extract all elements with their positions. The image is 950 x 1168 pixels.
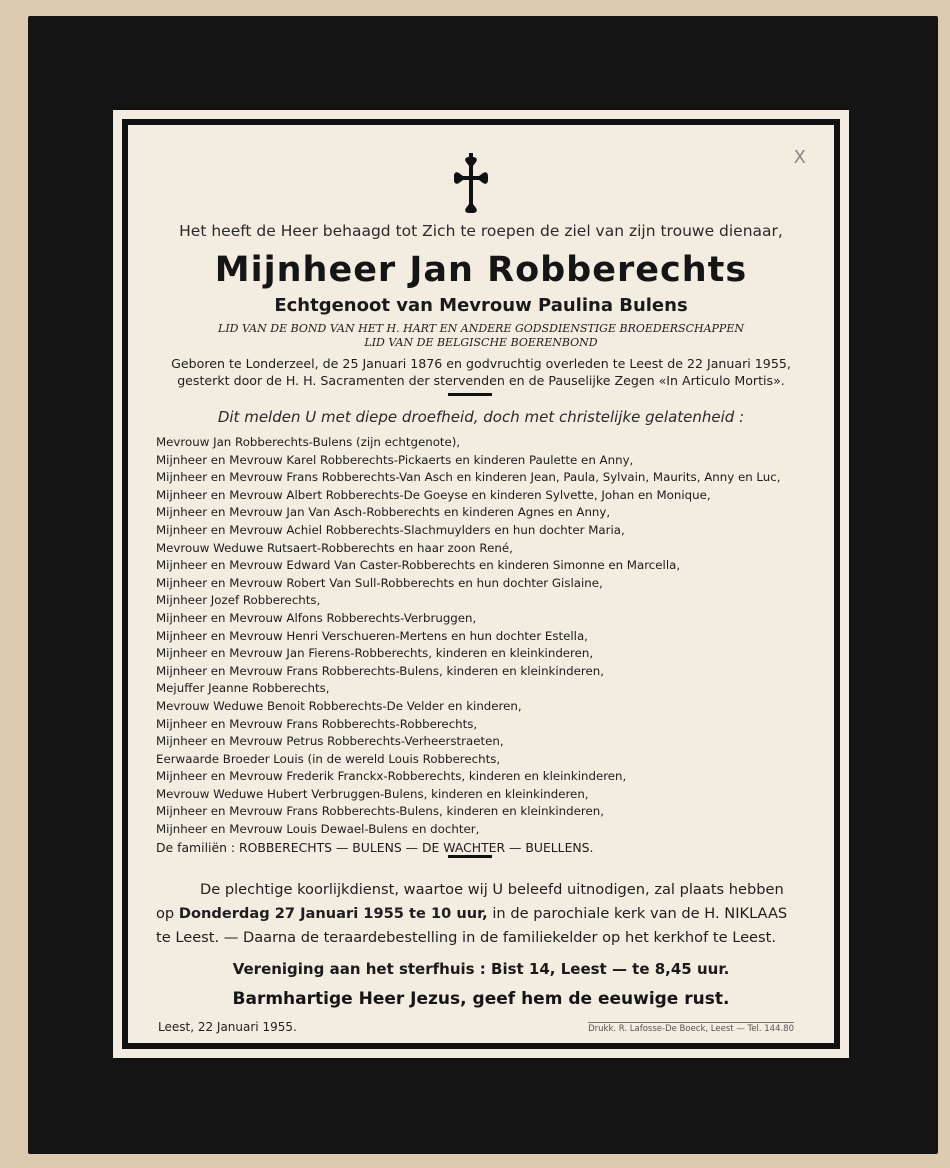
divider <box>448 855 492 858</box>
service-date-line <box>156 902 806 926</box>
burial-line: te Leest. — Daarna de teraardebestelling in de familiekelder op het kerkhof te Leest. <box>156 929 776 946</box>
place-date: Leest, 22 Januari 1955. <box>158 1020 297 1034</box>
membership-line: LID VAN DE BELGISCHE BOERENBOND <box>364 336 598 349</box>
list-item: Mijnheer en Mevrouw Jan Fierens-Robberechts, kinderen en kleinkinderen, <box>156 646 594 661</box>
list-item: Mijnheer Jozef Robberechts, <box>156 593 321 608</box>
list-item: Mijnheer en Mevrouw Frans Robberechts-Bulens, kinderen en kleinkinderen, <box>156 663 604 678</box>
mourners-list <box>156 434 781 856</box>
list-item: Mijnheer en Mevrouw Karel Robberechts-Pickaerts en kinderen Paulette en Anny, <box>156 452 634 467</box>
spouse-line: Echtgenoot van Mevrouw Paulina Bulens <box>274 295 688 316</box>
list-item: Mevrouw Weduwe Benoit Robberechts-De Velder en kinderen, <box>156 698 522 713</box>
list-item: Mijnheer en Mevrouw Albert Robberechts-De Goeyse en kinderen Sylvette, Johan en Monique, <box>156 487 711 502</box>
corner-mark: X <box>793 147 806 168</box>
service-date: Donderdag 27 Januari 1955 te 10 uur, <box>178 905 488 922</box>
service-location: in de parochiale kerk van de H. NIKLAAS <box>492 905 788 922</box>
list-item: Mijnheer en Mevrouw Achiel Robberechts-Slachmuylders en hun dochter Maria, <box>156 522 625 537</box>
birth-death-line: Geboren te Londerzeel, de 25 Januari 1876 en godvruchtig overleden te Leest de 22 Januari 1955, <box>171 356 791 371</box>
list-item: Mevrouw Weduwe Hubert Verbruggen-Bulens, kinderen en kleinkinderen, <box>156 786 589 801</box>
list-item: Mijnheer en Mevrouw Frans Robberechts-Robberechts, <box>156 716 478 731</box>
list-item: Mijnheer en Mevrouw Henri Verschueren-Mertens en hun dochter Estella, <box>156 628 588 643</box>
list-item: Mevrouw Weduwe Rutsaert-Robberechts en haar zoon René, <box>156 540 513 555</box>
list-item: Mijnheer en Mevrouw Robert Van Sull-Robberechts en hun dochter Gislaine, <box>156 575 603 590</box>
divider <box>448 393 492 396</box>
announcement-line: Dit melden U met diepe droefheid, doch met christelijke gelatenheid : <box>217 408 745 426</box>
printer-credit: Drukk. R. Lafosse-De Boeck, Leest — Tel. 144.80 <box>588 1024 794 1034</box>
list-item: Mijnheer en Mevrouw Frederik Franckx-Robberechts, kinderen en kleinkinderen, <box>156 769 627 784</box>
service-line: De plechtige koorlijkdienst, waartoe wij U beleefd uitnodigen, zal plaats hebben <box>200 881 784 898</box>
prayer-line: Barmhartige Heer Jezus, geef hem de eeuwige rust. <box>232 989 730 1009</box>
intro-text: Het heeft de Heer behaagd tot Zich te roepen de ziel van zijn trouwe dienaar, <box>179 222 783 240</box>
list-item: Mijnheer en Mevrouw Petrus Robberechts-Verheerstraeten, <box>156 734 504 749</box>
sacraments-line: gesterkt door de H. H. Sacramenten der stervenden en de Pauselijke Zegen «In Articulo Mortis». <box>177 373 785 388</box>
list-item: Mevrouw Jan Robberechts-Bulens (zijn echtgenote), <box>156 435 461 449</box>
notice-content <box>128 125 834 1043</box>
list-item: Mijnheer en Mevrouw Frans Robberechts-Bulens, kinderen en kleinkinderen, <box>156 804 604 819</box>
families-line: De familiën : ROBBERECHTS — BULENS — DE WACHTER — BUELLENS. <box>156 839 594 855</box>
membership-line: LID VAN DE BOND VAN HET H. HART EN ANDERE GODSDIENSTIGE BROEDERSCHAPPEN <box>218 322 744 335</box>
list-item: Mijnheer en Mevrouw Jan Van Asch-Robberechts en kinderen Agnes en Anny, <box>156 505 611 520</box>
list-item: Mijnheer en Mevrouw Edward Van Caster-Robberechts en kinderen Simonne en Marcella, <box>156 558 681 573</box>
list-item: Mijnheer en Mevrouw Frans Robberechts-Van Asch en kinderen Jean, Paula, Sylvain, Maurits, Anny en Luc, <box>156 470 781 485</box>
list-item: Mejuffer Jeanne Robberechts, <box>156 681 330 696</box>
deceased-name: Mijnheer Jan Robberechts <box>214 250 748 290</box>
service-prefix: op <box>156 905 175 922</box>
reunion-line: Vereniging aan het sterfhuis : Bist 14, Leest — te 8,45 uur. <box>232 960 730 978</box>
birth-death-text <box>128 355 834 389</box>
list-item: Mijnheer en Mevrouw Louis Dewael-Bulens en dochter, <box>156 822 480 837</box>
list-item: Mijnheer en Mevrouw Alfons Robberechts-Verbruggen, <box>156 610 477 625</box>
service-text <box>156 878 806 950</box>
death-notice-card <box>113 110 849 1058</box>
cross-icon <box>451 153 491 215</box>
list-item: Eerwaarde Broeder Louis (in de wereld Louis Robberechts, <box>156 751 501 766</box>
